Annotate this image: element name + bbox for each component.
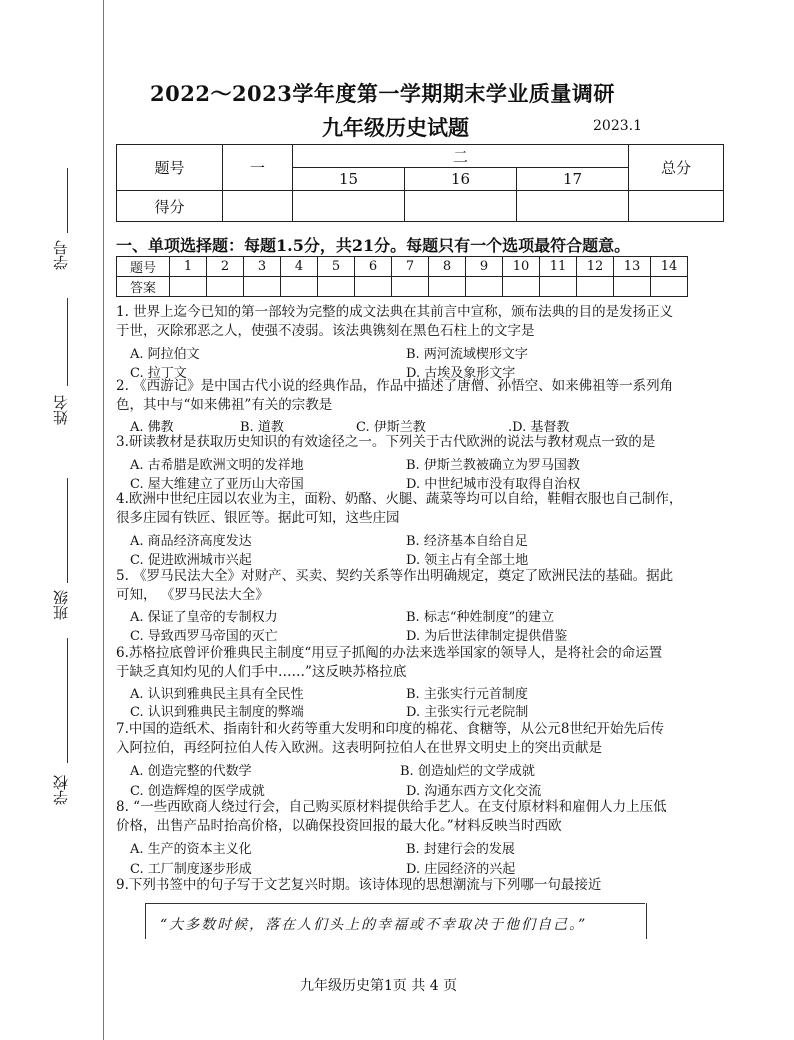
question-7-option-b[interactable]: B. 创造灿烂的文学成就 xyxy=(400,764,535,779)
question-8-line-2: 价格，出售产品时抬高价格，以确保投资回报的最大化。”材料反映当时西欧 xyxy=(116,818,562,834)
score-col-part-two: 二 xyxy=(293,145,629,168)
answer-row-label-answer: 答案 xyxy=(117,277,170,297)
question-4-option-c[interactable]: C. 促进欧洲城市兴起 xyxy=(130,553,252,568)
question-2-option-a[interactable]: A. 佛教 xyxy=(130,420,174,435)
question-7-option-d[interactable]: D. 沟通东西方文化交流 xyxy=(406,784,542,799)
question-6-line-2: 于缺乏真知灼见的人们手中……”这反映苏格拉底 xyxy=(116,664,407,680)
bookmark-top-border xyxy=(145,903,645,904)
question-1-option-d[interactable]: D. 古埃及象形文字 xyxy=(406,366,516,381)
margin-label-name: 姓名 xyxy=(52,395,70,425)
question-5-option-a[interactable]: A. 保证了皇帝的专制权力 xyxy=(130,610,278,625)
answer-cell[interactable] xyxy=(244,277,281,297)
margin-label-student-id: 学号 xyxy=(52,240,70,270)
question-5-option-c[interactable]: C. 导致西罗马帝国的灭亡 xyxy=(130,629,278,644)
score-row-label-number: 题号 xyxy=(117,145,223,191)
question-1-option-a[interactable]: A. 阿拉伯文 xyxy=(130,347,200,362)
question-8-option-a[interactable]: A. 生产的资本主义化 xyxy=(130,842,252,857)
answer-cell[interactable] xyxy=(355,277,392,297)
score-subcol-15: 15 xyxy=(293,168,405,191)
answer-row-label-number: 题号 xyxy=(117,257,170,277)
question-4-line-2: 很多庄园有铁匠、银匠等。据此可知，这些庄园 xyxy=(116,510,400,526)
question-7-line-1: 7.中国的造纸术、指南针和火药等重大发明和印度的棉花、食糖等，从公元8世纪开始先后传 xyxy=(116,721,664,737)
score-row-label-score: 得分 xyxy=(117,191,223,222)
answer-cell[interactable] xyxy=(651,277,688,297)
question-8-line-1: 8. “一些西欧商人绕过行会，自己购买原材料提供给手艺人。在支付原材料和雇佣人力上压低 xyxy=(116,799,667,815)
answer-cell[interactable] xyxy=(577,277,614,297)
answer-number: 8 xyxy=(429,257,466,277)
answer-number: 4 xyxy=(281,257,318,277)
question-4-line-1: 4.欧洲中世纪庄园以农业为主，面粉、奶酪、火腿、蔬菜等均可以自给，鞋帽衣服也自己制作， xyxy=(116,491,683,507)
score-cell[interactable] xyxy=(517,191,629,222)
score-cell[interactable] xyxy=(405,191,517,222)
answer-number: 13 xyxy=(614,257,651,277)
answer-table xyxy=(116,256,688,297)
question-2-option-b[interactable]: B. 道教 xyxy=(240,420,284,435)
answer-cell[interactable] xyxy=(614,277,651,297)
question-6-option-c[interactable]: C. 认识到雅典民主制度的弊端 xyxy=(130,705,304,720)
answer-number: 10 xyxy=(503,257,540,277)
question-9-line-1: 9.下列书签中的句子写于文艺复兴时期。该诗体现的思想潮流与下列哪一句最接近 xyxy=(116,877,602,893)
question-6-option-a[interactable]: A. 认识到雅典民主具有全民性 xyxy=(130,687,304,702)
question-5-line-2: 可知， 《罗马民法大全》 xyxy=(116,587,269,603)
question-1-line-1: 1. 世界上迄今已知的第一部较为完整的成文法典在其前言中宣称，颁布法典的目的是发扬正义 xyxy=(116,304,674,320)
question-2-option-d[interactable]: .D. 基督教 xyxy=(508,420,570,435)
question-5-option-d[interactable]: D. 为后世法律制定提供借鉴 xyxy=(406,629,568,644)
question-1-option-b[interactable]: B. 两河流域楔形文字 xyxy=(406,347,528,362)
question-2-line-2: 色，其中与“如来佛祖”有关的宗教是 xyxy=(116,397,333,413)
question-7-option-a[interactable]: A. 创造完整的代数学 xyxy=(130,764,252,779)
exam-subtitle: 九年级历史试题 xyxy=(322,115,469,140)
school-line xyxy=(67,638,68,763)
score-col-part-one: 一 xyxy=(223,145,293,191)
answer-cell[interactable] xyxy=(281,277,318,297)
bookmark-quote: “大多数时候，落在人们头上的幸福或不幸取决于他们自己。” xyxy=(160,917,588,933)
answer-number: 14 xyxy=(651,257,688,277)
answer-number: 7 xyxy=(392,257,429,277)
question-8-option-d[interactable]: D. 庄园经济的兴起 xyxy=(406,862,516,877)
question-5-line-1: 5. 《罗马民法大全》对财产、买卖、契约关系等作出明确规定，奠定了欧洲民法的基础。据此 xyxy=(116,568,674,584)
question-6-option-b[interactable]: B. 主张实行元首制度 xyxy=(406,687,528,702)
answer-number: 11 xyxy=(540,257,577,277)
exam-date: 2023.1 xyxy=(593,118,642,134)
question-6-option-d[interactable]: D. 主张实行元老院制 xyxy=(406,705,529,720)
question-6-line-1: 6.苏格拉底曾评价雅典民主制度“用豆子抓阄的办法来选举国家的领导人，是将社会的命运置 xyxy=(116,645,663,661)
question-1-line-2: 于世，灭除邪恶之人，使强不凌弱。该法典镌刻在黑色石柱上的文字是 xyxy=(116,323,535,339)
score-col-total: 总分 xyxy=(629,145,724,191)
answer-number: 9 xyxy=(466,257,503,277)
answer-cell[interactable] xyxy=(540,277,577,297)
answer-number: 2 xyxy=(207,257,244,277)
answer-number: 3 xyxy=(244,257,281,277)
score-table xyxy=(116,144,724,222)
answer-cell[interactable] xyxy=(466,277,503,297)
answer-number: 1 xyxy=(170,257,207,277)
answer-number: 5 xyxy=(318,257,355,277)
name-line xyxy=(67,298,68,386)
question-8-option-c[interactable]: C. 工厂制度逐步形成 xyxy=(130,862,252,877)
margin-label-class: 班级 xyxy=(52,590,70,620)
answer-cell[interactable] xyxy=(170,277,207,297)
question-3-option-a[interactable]: A. 古希腊是欧洲文明的发祥地 xyxy=(130,458,304,473)
answer-cell[interactable] xyxy=(503,277,540,297)
score-cell[interactable] xyxy=(293,191,405,222)
answer-cell[interactable] xyxy=(392,277,429,297)
question-7-line-2: 入阿拉伯，再经阿拉伯人传入欧洲。这表明阿拉伯人在世界文明史上的突出贡献是 xyxy=(116,740,602,756)
question-4-option-a[interactable]: A. 商品经济高度发达 xyxy=(130,534,252,549)
question-3-option-d[interactable]: D. 中世纪城市没有取得自治权 xyxy=(406,477,581,492)
student-id-line xyxy=(67,168,68,233)
score-subcol-17: 17 xyxy=(517,168,629,191)
question-2-line-1: 2. 《西游记》是中国古代小说的经典作品，作品中描述了唐僧、孙悟空、如来佛祖等一系列角 xyxy=(116,378,674,394)
page-footer: 九年级历史第1页 共 4 页 xyxy=(300,978,458,994)
question-4-option-d[interactable]: D. 领主占有全部土地 xyxy=(406,553,529,568)
question-7-option-c[interactable]: C. 创造辉煌的医学成就 xyxy=(130,784,265,799)
answer-cell[interactable] xyxy=(429,277,466,297)
score-cell[interactable] xyxy=(223,191,293,222)
question-4-option-b[interactable]: B. 经济基本自给自足 xyxy=(406,534,528,549)
class-line xyxy=(67,478,68,583)
question-2-option-c[interactable]: C. 伊斯兰教 xyxy=(356,420,426,435)
question-8-option-b[interactable]: B. 封建行会的发展 xyxy=(406,842,515,857)
binding-margin-line xyxy=(103,0,104,1040)
margin-label-school: 学校 xyxy=(52,775,70,805)
exam-title: 2022～2023学年度第一学期期末学业质量调研 xyxy=(150,81,615,106)
question-3-line-1: 3.研读教材是获取历史知识的有效途径之一。下列关于古代欧洲的说法与教材观点一致的是 xyxy=(116,434,656,450)
answer-cell[interactable] xyxy=(318,277,355,297)
question-1-option-c[interactable]: C. 拉丁文 xyxy=(130,366,187,381)
score-subcol-16: 16 xyxy=(405,168,517,191)
question-5-option-b[interactable]: B. 标志“种姓制度”的建立 xyxy=(406,610,555,625)
answer-number: 12 xyxy=(577,257,614,277)
answer-number: 6 xyxy=(355,257,392,277)
question-3-option-c[interactable]: C. 屋大维建立了亚历山大帝国 xyxy=(130,477,304,492)
answer-cell[interactable] xyxy=(207,277,244,297)
section-one-heading: 一、单项选择题：每题1.5分，共21分。每题只有一个选项最符合题意。 xyxy=(116,236,631,255)
score-cell[interactable] xyxy=(629,191,724,222)
question-3-option-b[interactable]: B. 伊斯兰教被确立为罗马国教 xyxy=(406,458,580,473)
